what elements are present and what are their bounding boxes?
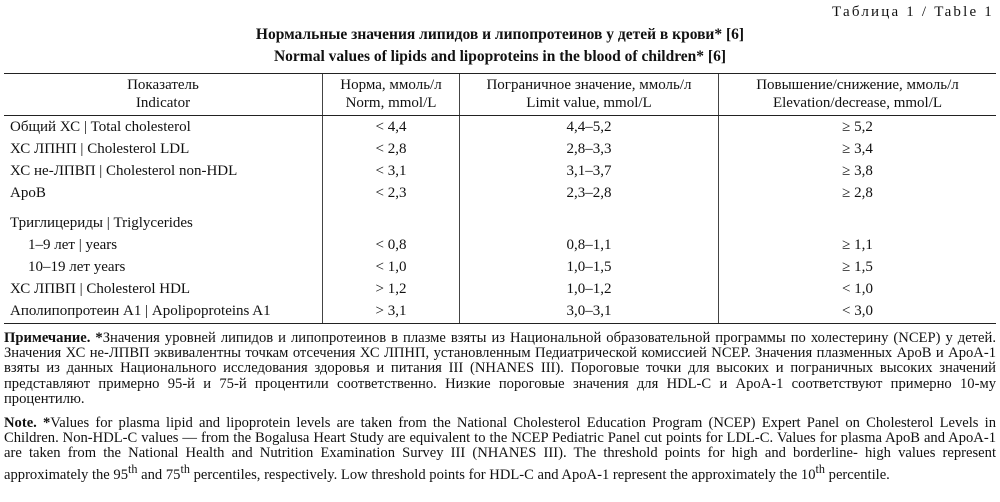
- header-indicator-en: Indicator: [135, 95, 191, 111]
- table-number-label: Таблица 1 / Table 1: [832, 4, 994, 20]
- table-row: [4, 138, 996, 160]
- note-en-text-3: percentiles, respectively. Low threshold points for HDL-C and ApoA-1 represent the approximately the 10: [189, 466, 816, 483]
- cell-elevation: ≥ 3,4: [719, 138, 997, 160]
- table-row: [4, 256, 996, 278]
- header-norm-ru: Норма, ммоль/л: [340, 77, 442, 93]
- header-elevation: [719, 74, 997, 116]
- header-limit-en: Limit value, mmol/L: [526, 95, 652, 111]
- cell-norm: < 2,3: [323, 182, 460, 204]
- cell-indicator: Общий ХС | Total cholesterol: [10, 119, 191, 135]
- header-limit-ru: Пограничное значение, ммоль/л: [486, 77, 692, 93]
- cell-elevation: < 3,0: [719, 300, 997, 324]
- table-row: [4, 182, 996, 204]
- cell-limit: 1,0–1,2: [460, 278, 719, 300]
- note-en-lead: Note. *: [4, 415, 51, 431]
- header-indicator-ru: Показатель: [127, 77, 199, 93]
- note-ru-text: Значения уровней липидов и липопротеинов в плазме взяты из Национальной образовательной программы по холестерину (NCEP) у детей. Значения ХС не-ЛПВП эквивалентны точкам отсечения ХС ЛПНП, установленным Педиатрической комиссией NCEP. Значения плазменных ApoB и ApoA-1 взяты из данных Национального исследования здоровья и питания III (NHANES III). Пороговые точки для высоких и пограничных высоких значений представляют примерно 95-й и 75-й процентили соответственно. Низкие пороговые значения для HDL-C и ApoA-1 соответствуют примерно 10-му процентилю.: [4, 330, 996, 407]
- table-row-group-heading: [4, 204, 996, 234]
- cell-norm: > 3,1: [323, 300, 460, 324]
- header-elevation-en: Elevation/decrease, mmol/L: [772, 95, 943, 111]
- cell-indicator: ХС ЛПВП | Cholesterol HDL: [10, 281, 191, 297]
- note-russian: [4, 331, 996, 407]
- header-limit: [460, 74, 719, 116]
- cell-indicator: 10–19 лет years: [28, 259, 126, 275]
- cell-norm: < 4,4: [323, 116, 460, 139]
- note-en-text-2: and 75: [137, 466, 181, 483]
- note-en-text-1: Values for plasma lipid and lipoprotein levels are taken from the National Cholesterol Education Program (NCEP) Expert Panel on Cholesterol Levels in Children. Non-HDL-C values — from the Bogalusa Heart Study are equivalent to the NCEP Pediatric Panel cut points for LDL-C. Values for plasma ApoB and ApoA-1 are taken from the National Health and Nutrition Examination Survey III (NHANES III). The threshold points for high and borderline- high values represent approximately the 95: [4, 415, 996, 483]
- note-en-text-4: percentile.: [825, 466, 890, 483]
- header-indicator: [4, 74, 323, 116]
- cell-indicator: Аполипопротеин А1 | Apolipoproteins A1: [4, 300, 323, 324]
- header-norm: [323, 74, 460, 116]
- cell-norm: > 1,2: [323, 278, 460, 300]
- cell-limit: 3,0–3,1: [460, 300, 719, 324]
- cell-elevation: ≥ 5,2: [719, 116, 997, 139]
- cell-elevation: ≥ 1,5: [719, 256, 997, 278]
- table-header: [4, 74, 996, 116]
- cell-indicator: Триглицериды | Triglycerides: [10, 215, 193, 231]
- header-elevation-ru: Повышение/снижение, ммоль/л: [756, 77, 959, 93]
- table-row: [4, 278, 996, 300]
- cell-norm: [323, 204, 460, 234]
- cell-limit: 2,8–3,3: [460, 138, 719, 160]
- table-row: [4, 300, 996, 324]
- note-english: [4, 416, 996, 483]
- note-en-sup-3: th: [815, 461, 825, 476]
- cell-indicator: ХС не-ЛПВП | Cholesterol non-HDL: [10, 163, 238, 179]
- table-title-ru: Нормальные значения липидов и липопротеинов у детей в крови* [6]: [255, 26, 745, 43]
- cell-limit: 2,3–2,8: [460, 182, 719, 204]
- note-en-sup-2: th: [180, 461, 190, 476]
- header-norm-en: Norm, mmol/L: [345, 95, 437, 111]
- cell-indicator: 1–9 лет | years: [28, 237, 118, 253]
- cell-norm: < 1,0: [323, 256, 460, 278]
- table-row: [4, 234, 996, 256]
- cell-limit: 4,4–5,2: [460, 116, 719, 139]
- cell-elevation: [719, 204, 997, 234]
- table-title-en: Normal values of lipids and lipoproteins in the blood of children* [6]: [273, 48, 726, 65]
- note-en-sup-1: th: [128, 461, 138, 476]
- cell-limit: 0,8–1,1: [460, 234, 719, 256]
- note-ru-lead: Примечание. *: [4, 330, 103, 346]
- table-row: [4, 116, 996, 139]
- cell-limit: [460, 204, 719, 234]
- cell-norm: < 3,1: [323, 160, 460, 182]
- cell-elevation: ≥ 2,8: [719, 182, 997, 204]
- cell-elevation: ≥ 3,8: [719, 160, 997, 182]
- header-row: [4, 74, 996, 116]
- cell-elevation: < 1,0: [719, 278, 997, 300]
- cell-elevation: ≥ 1,1: [719, 234, 997, 256]
- cell-indicator: ХС ЛПНП | Cholesterol LDL: [10, 141, 190, 157]
- lipid-norms-table: [4, 73, 996, 324]
- cell-norm: < 2,8: [323, 138, 460, 160]
- table-body: [4, 116, 996, 324]
- cell-limit: 1,0–1,5: [460, 256, 719, 278]
- cell-indicator: ApoB: [10, 185, 46, 201]
- cell-norm: < 0,8: [323, 234, 460, 256]
- cell-limit: 3,1–3,7: [460, 160, 719, 182]
- table-row: [4, 160, 996, 182]
